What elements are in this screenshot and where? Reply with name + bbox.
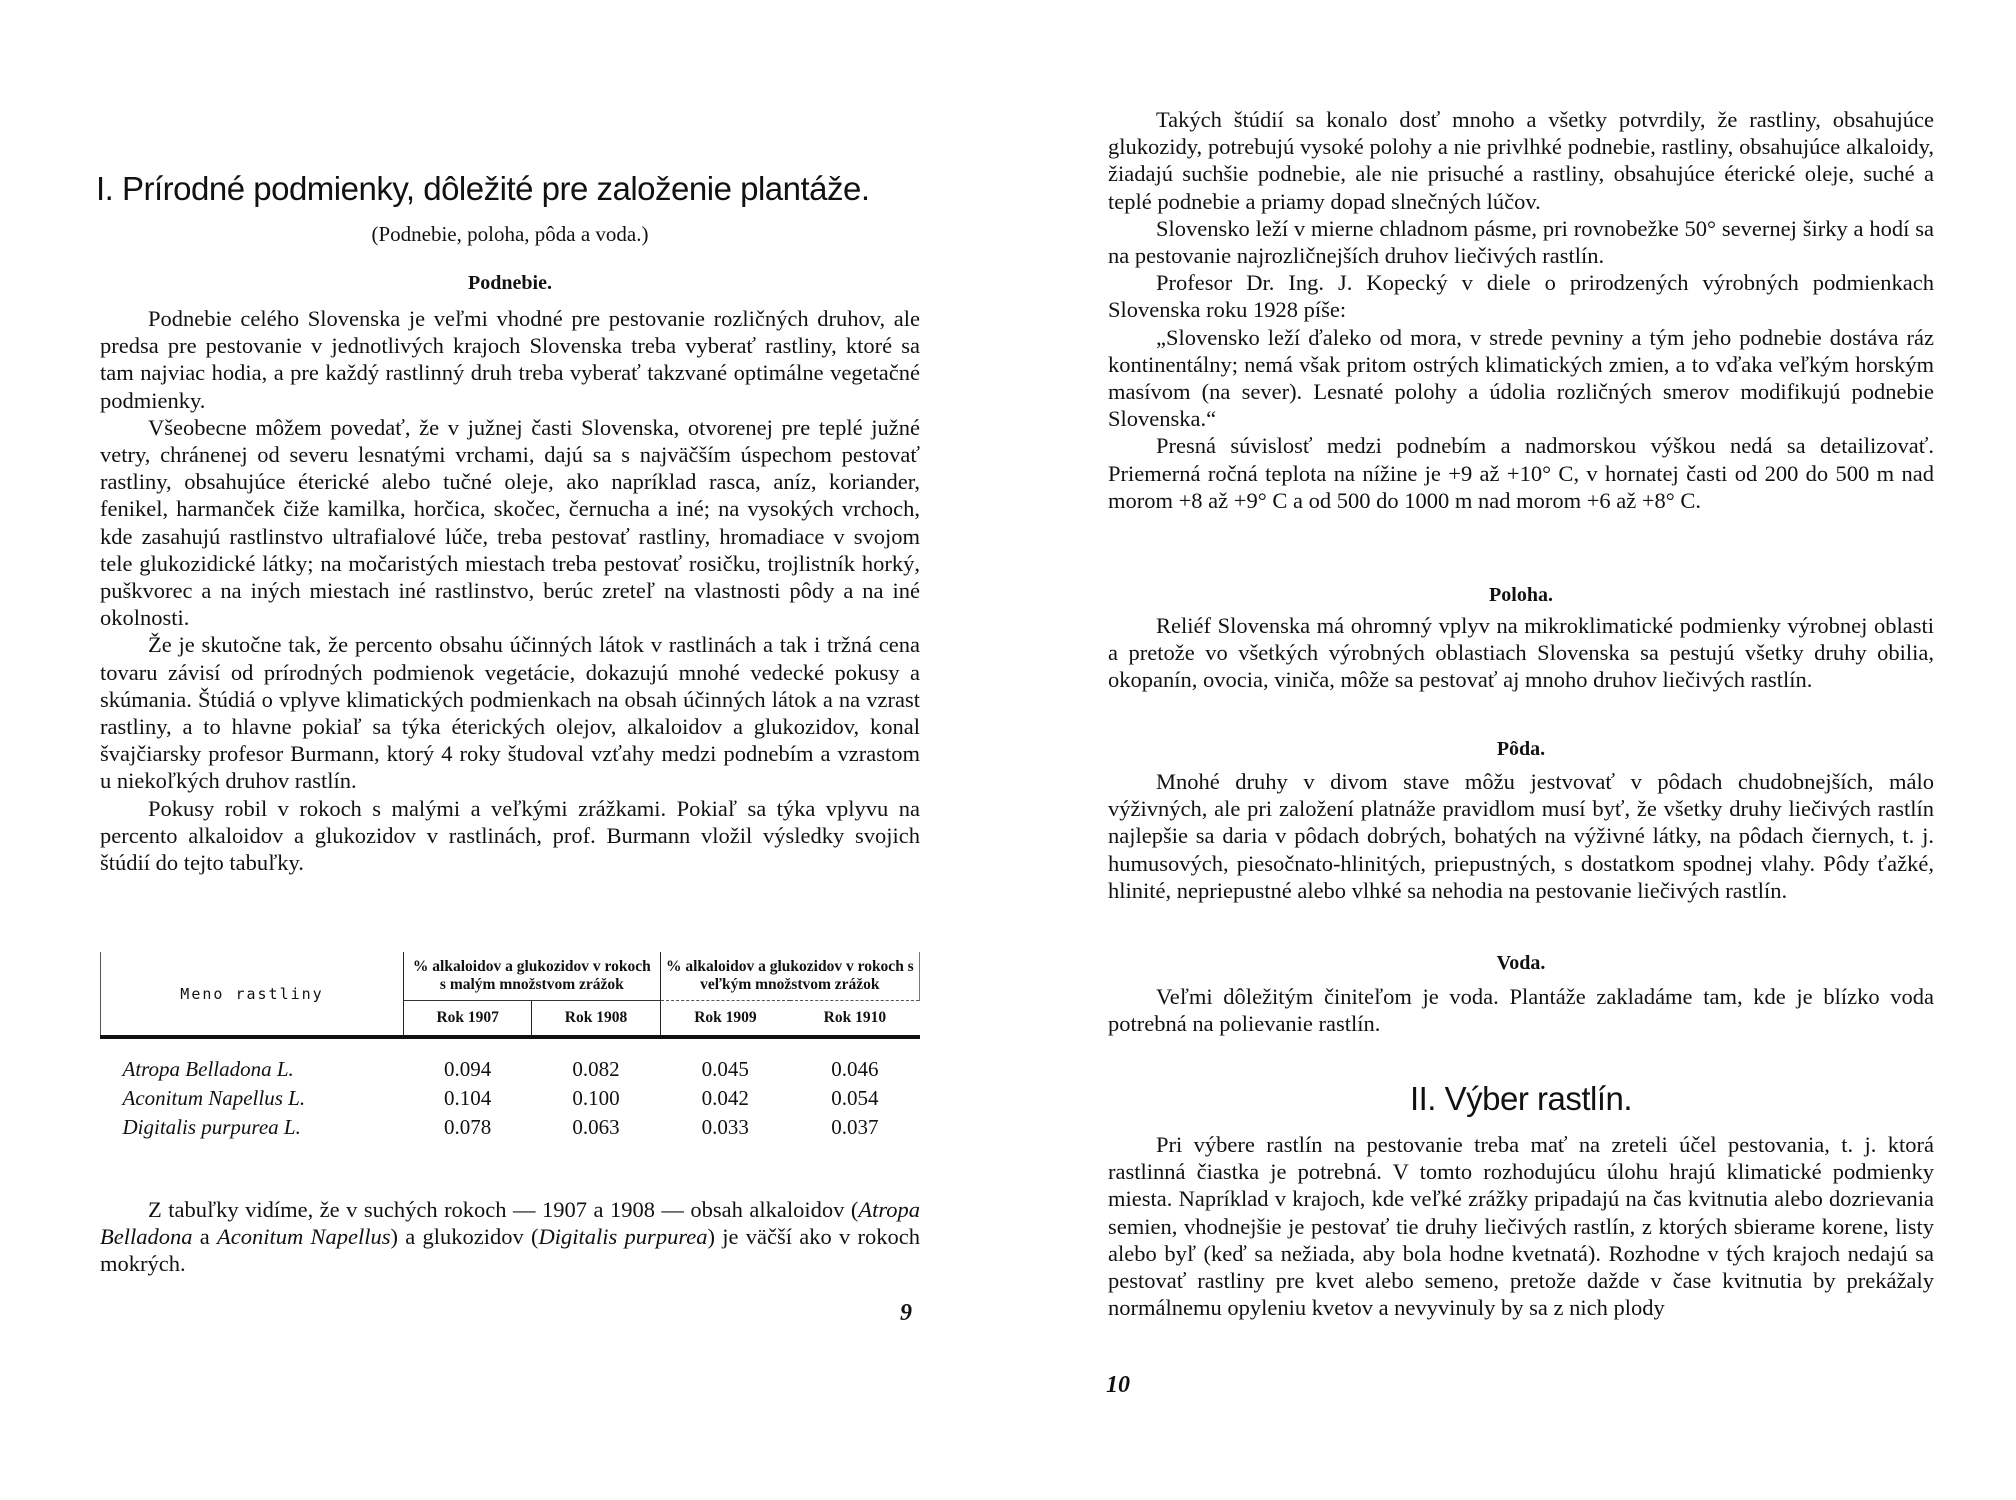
value-cell: 0.037 [831, 1115, 879, 1139]
paragraph-vyber: Pri výbere rastlín na pestovanie treba mať na zreteli účel pestovania, t. j. ktorá rastlinná čiastka je potrebná. V tomto rozhodujúcu úlohu hrajú klimatické podmienky miesta. Napríklad v krajoch, kde veľké zrážky pripadajú na čas kvitnutia alebo dozrievania semien, vhodnejšie je pestovať tie druhy liečivých rastlín, z ktorých sbierame korene, listy alebo byľ (keď sa nežiada, aby bola hodne kvetnatá). Rozhodne v tých krajoch nedajú sa pestovať rastliny pre kvet alebo semeno, pretože dažde v čase kvitnutia by prekážaly normálnemu opyleniu kvetov a nevyvinuly by sa z nich plody [1108, 1132, 1934, 1321]
value-cell: 0.042 [701, 1086, 749, 1110]
paragraph: Že je skutočne tak, že percento obsahu účinných látok v rastlinách a tak i tržná cena tovaru závisí od prírodných podmienok vegetácie, dokazujú mnohé vedecké pokusy a skúmania. Štúdiá o vplyve klimatických podmienkach na obsah účinných látok a na vzrast rastliny, a to hlavne pokiaľ sa týka éterických olejov, alkaloidov a glukozidov, konal švajčiarsky profesor Burmann, ktorý 4 roky študoval vzťahy medzi podnebím a vzrastom u niekoľkých druhov rastlín. [100, 632, 920, 794]
value-cell: 0.033 [701, 1115, 749, 1139]
paragraph: Podnebie celého Slovenska je veľmi vhodné pre pestovanie rozličných druhov, ale predsa pre pestovanie v jednotlivých krajoch Slovenska treba vyberať rastliny, ktoré sa tam najviac hodia, a pre každý rastlinný druh treba vyberať takzvané optimálne vegetačné podmienky. [100, 306, 920, 413]
paragraph: Presná súvislosť medzi podnebím a nadmorskou výškou nedá sa detailizovať. Priemerná ročná teplota na nížine je +9 až +10° C, v hornatej časti od 200 do 500 m nad morom +8 až +9° C a od 500 do 1000 m nad morom +6 až +8° C. [1108, 433, 1934, 513]
left-body [100, 305, 920, 876]
value-cell: 0.045 [701, 1057, 749, 1081]
value-cell: 0.082 [572, 1057, 620, 1081]
column-group-wet: % alkaloidov a glukozidov v rokoch s veľkým množstvom zrážok [660, 952, 919, 1001]
italic-term: Atropa Belladona [100, 1197, 920, 1250]
italic-term: Aconitum Napellus [217, 1224, 391, 1250]
paragraph-poloha: Reliéf Slovenska má ohromný vplyv na mikroklimatické podmienky výrobnej oblasti a pretože vo všetkých výrobných oblastiach Slovenska sa pestujú všetky druhy obilia, okopanín, ovocia, viniča, môže sa pestovať aj mnoho druhov liečivých rastlín. [1108, 613, 1934, 693]
table-row [101, 1084, 920, 1113]
plant-name: Aconitum Napellus L. [122, 1086, 306, 1110]
value-cell: 0.104 [444, 1086, 492, 1110]
paragraph-voda: Veľmi dôležitým činiteľom je voda. Plantáže zakladáme tam, kde je blízko voda potrebná na polievanie rastlín. [1108, 984, 1934, 1037]
paragraph: Profesor Dr. Ing. J. Kopecký v diele o prirodzených výrobných podmienkach Slovenska roku 1928 píše: [1108, 270, 1934, 323]
section-heading-podnebie: Podnebie. [468, 272, 552, 294]
column-header-year: Rok 1907 [404, 1001, 532, 1038]
column-group-dry: % alkaloidov a glukozidov v rokoch s malým množstvom zrážok [404, 952, 661, 1001]
table-row [101, 1113, 920, 1142]
chapter-title: I. Prírodné podmienky, dôležité pre založenie plantáže. [96, 170, 870, 207]
conclusion-paragraph [100, 1196, 920, 1278]
paragraph: Takých štúdií sa konalo dosť mnoho a všetky potvrdily, že rastliny, obsahujúce glukozidy, potrebujú vysoké polohy a nie privlhké podnebie, rastliny, obsahujúce alkaloidy, žiadajú suchšie podnebie, ale nie prisuché a rastliny, obsahujúce éterické oleje, suché a teplé podnebie a priamy dopad slnečných lúčov. [1108, 107, 1934, 214]
paragraph-poda: Mnohé druhy v divom stave môžu jestvovať v pôdach chudobnejších, málo výživných, ale pri založení platnáže pravidlom musí byť, že všetky druhy liečivých rastlín najlepšie sa daria v pôdach dobrých, bohatých na výživné látky, na pôdach čiernych, t. j. humusových, piesočnato-hlinitých, priepustných, s dostatkom spodnej vlahy. Pôdy ťažké, hlinité, nepriepustné alebo vlhké sa nehodia na pestovanie liečivých rastlín. [1108, 769, 1934, 903]
section-heading-poda: Pôda. [1496, 738, 1546, 760]
paragraph: Pokusy robil v rokoch s malými a veľkými zrážkami. Pokiaľ sa týka vplyvu na percento alkaloidov a glukozidov v rastlinách, prof. Burmann vložil výsledky svojich štúdií do tejto tabuľky. [100, 795, 920, 876]
column-header-year: Rok 1910 [790, 1001, 919, 1038]
value-cell: 0.100 [572, 1086, 620, 1110]
plant-name: Atropa Belladona L. [122, 1057, 294, 1081]
page-number: 10 [1106, 1372, 1130, 1398]
chapter-subtitle: (Podnebie, poloha, pôda a voda.) [371, 222, 649, 246]
column-header-year: Rok 1909 [660, 1001, 790, 1038]
alkaloid-table [100, 952, 920, 1142]
value-cell: 0.063 [572, 1115, 620, 1139]
right-intro [1108, 106, 1934, 514]
paragraph: Slovensko leží v mierne chladnom pásme, pri rovnobežke 50° severnej širky a hodí sa na pestovanie najrozličnejších druhov liečivých rastlín. [1108, 215, 1934, 269]
chapter2-title: II. Výber rastlín. [1409, 1080, 1633, 1117]
column-header-name: Meno rastliny [101, 952, 404, 1037]
column-header-year: Rok 1908 [532, 1001, 660, 1038]
value-cell: 0.046 [831, 1057, 879, 1081]
value-cell: 0.078 [444, 1115, 492, 1139]
value-cell: 0.094 [444, 1057, 492, 1081]
value-cell: 0.054 [831, 1086, 879, 1110]
text-run: a [192, 1224, 218, 1250]
plant-name: Digitalis purpurea L. [122, 1115, 301, 1139]
text-run: ) a glukozidov ( [390, 1224, 539, 1250]
italic-term: Digitalis purpurea [538, 1224, 708, 1250]
text-run: Z tabuľky vidíme, že v suchých rokoch — 1907 a 1908 — obsah alkaloidov ( [148, 1197, 859, 1222]
text-run: ) je väčší ako v rokoch mokrých. [100, 1224, 920, 1277]
section-heading-voda: Voda. [1496, 952, 1546, 974]
table-row [101, 1055, 920, 1084]
table-header-row [101, 952, 920, 1001]
quote-paragraph: „Slovensko leží ďaleko od mora, v strede pevniny a tým jeho podnebie dostáva ráz kontinentálny; nemá však pritom ostrých klimatických zmien, a to vďaka veľkým horským masívom (na sever). Lesnaté polohy a údolia rozličných smerov modifikujú podnebie Slovenska.“ [1108, 324, 1934, 432]
paragraph: Všeobecne môžem povedať, že v južnej časti Slovenska, otvorenej pre teplé južné vetry, chránenej od severu lesnatými vrchami, dajú sa s najväčším úspechom pestovať rastliny, obsahujúce éterické alebo tučné oleje, ako napríklad rasca, aníz, koriander, fenikel, harmanček čiže kamilka, horčica, skočec, černucha a iné; na vysokých vrchoch, kde zasahujú rastlinstvo ultrafialové lúče, treba pestovať rastliny, hromadiace v svojom tele glukozidické látky; na močaristých miestach treba pestovať rosičku, trojlistník horký, puškvorec a na iných miestach iné rastlinstvo, berúc zreteľ na vlastnosti pôdy a na iné okolnosti. [100, 414, 920, 631]
page-number: 9 [900, 1300, 912, 1326]
section-heading-poloha: Poloha. [1489, 584, 1553, 606]
